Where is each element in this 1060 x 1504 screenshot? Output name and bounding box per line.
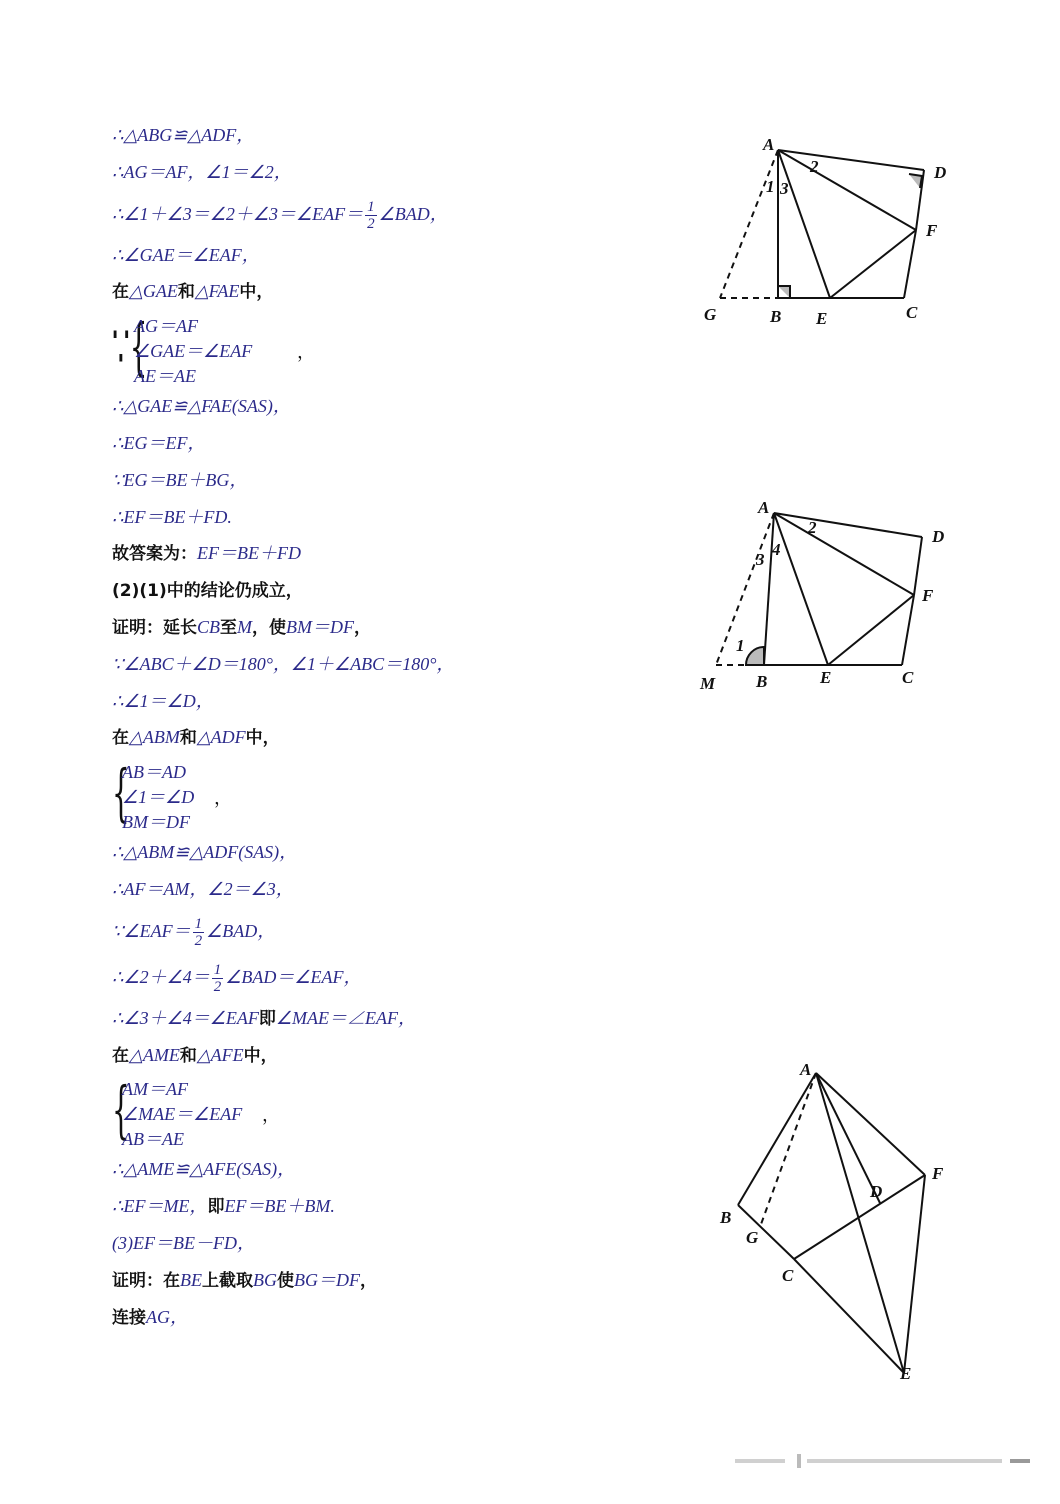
equation-system: { AM＝AF ∠MAE＝∠EAF AB＝AE ， — [112, 1073, 280, 1150]
svg-text:E: E — [820, 668, 832, 687]
text-line: (3)EF＝BE－FD， — [112, 1232, 255, 1253]
svg-text:C: C — [782, 1266, 794, 1285]
text-line: ∴EG＝EF， — [112, 432, 206, 453]
text-line: 在△GAE和△FAE中， — [112, 281, 274, 303]
text-line: 证明：在BE上截取BG使BG＝DF， — [112, 1269, 377, 1291]
svg-text:E: E — [816, 309, 828, 328]
text-line: 在△ABM和△ADF中， — [112, 727, 280, 749]
svg-text:A: A — [758, 498, 770, 517]
text-line: ∴△AME≌△AFE(SAS)， — [112, 1159, 296, 1180]
scroll-indicator[interactable] — [735, 1451, 1035, 1471]
text-line: ∵EG＝BE＋BG， — [112, 469, 248, 490]
text-line: 故答案为：EF＝BE＋FD — [112, 543, 301, 565]
fraction: $\frac{1}{2}$ — [367, 198, 375, 232]
svg-text:B: B — [770, 307, 782, 326]
text-line: ∵∠ABC＋∠D＝180°，∠1＋∠ABC＝180°， — [112, 653, 455, 674]
svg-text:G: G — [704, 305, 717, 324]
solution-text — [112, 117, 672, 1335]
text-line: ∴△ABM≌△ADF(SAS)， — [112, 842, 298, 863]
svg-text:3: 3 — [780, 179, 789, 198]
geometry-figure-3 — [700, 1055, 980, 1395]
svg-text:G: G — [746, 1228, 759, 1247]
svg-text:B: B — [720, 1208, 732, 1227]
svg-text:1: 1 — [766, 177, 775, 196]
svg-text:A: A — [763, 135, 775, 154]
text-line: ∴AF＝AM，∠2＝∠3， — [112, 878, 294, 899]
equation-system: ∵{ AG＝AF ∠GAE＝∠EAF AE＝AE ， — [112, 310, 315, 387]
svg-text:A: A — [800, 1060, 812, 1079]
svg-text:2: 2 — [808, 518, 817, 537]
svg-text:D: D — [870, 1182, 883, 1201]
svg-text:E: E — [900, 1364, 912, 1383]
fraction: $\frac{1}{2}$ — [194, 916, 203, 950]
svg-text:3: 3 — [756, 550, 765, 569]
svg-text:B: B — [756, 672, 768, 691]
text-line: ∴EF＝BE＋FD. — [112, 506, 232, 527]
text-line: ∴∠GAE＝∠EAF， — [112, 244, 260, 265]
text-line: 证明：延长CB至M，使BM＝DF， — [112, 616, 371, 638]
text-line: ∴∠1＋∠3＝∠2＋∠3＝∠EAF＝ $\frac{1}{2}$ ∠BAD， — [112, 198, 448, 232]
svg-text:F: F — [922, 586, 934, 605]
text-line: ∴∠3＋∠4＝∠EAF即∠MAE＝∠EAF， — [112, 1007, 416, 1029]
svg-text:4: 4 — [772, 540, 781, 559]
equation-system: { AB＝AD ∠1＝∠D BM＝DF ， — [112, 756, 232, 833]
geometry-figure-2 — [690, 495, 970, 695]
svg-text:D: D — [934, 163, 947, 182]
svg-text:1: 1 — [736, 636, 745, 655]
text-line: ∴△GAE≌△FAE(SAS)， — [112, 396, 291, 417]
text-line: ∴∠1＝∠D， — [112, 690, 214, 711]
text-line: ∴EF＝ME，即EF＝BE＋BM. — [112, 1196, 335, 1218]
svg-text:D: D — [932, 527, 945, 546]
fraction: $\frac{1}{2}$ — [213, 962, 222, 996]
text-line: ∴△ABG≌△ADF， — [112, 125, 255, 145]
svg-text:F: F — [926, 221, 938, 240]
brace-icon: ∵{ — [112, 310, 148, 384]
text-line: ∴∠2＋∠4＝ $\frac{1}{2}$ ∠BAD＝∠EAF， — [112, 962, 362, 996]
text-line: 在△AME和△AFE中， — [112, 1044, 278, 1066]
text-line: (2)(1)中的结论仍成立， — [112, 581, 303, 602]
text-line: 连接AG， — [112, 1306, 188, 1328]
svg-text:2: 2 — [810, 157, 819, 176]
svg-text:F: F — [932, 1164, 944, 1183]
svg-text:C: C — [902, 668, 914, 687]
text-line: ∴AG＝AF，∠1＝∠2， — [112, 161, 292, 182]
brace-icon: { — [112, 1073, 130, 1147]
svg-text:M: M — [700, 674, 716, 693]
text-line: ∵∠EAF＝ $\frac{1}{2}$ ∠BAD， — [112, 916, 276, 950]
brace-icon: { — [112, 756, 130, 830]
geometry-figure-1 — [690, 130, 970, 330]
svg-text:C: C — [906, 303, 918, 322]
